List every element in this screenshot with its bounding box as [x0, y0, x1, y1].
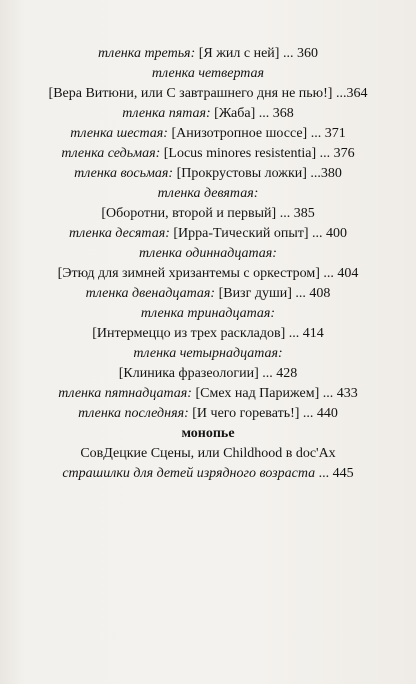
toc-entry: [0, 164, 416, 184]
toc-entry: [0, 144, 416, 164]
toc-entry-title: [Оборотни, второй и первый]: [101, 206, 277, 221]
toc-entry-title: [Ирра-Тический опыт]: [173, 226, 309, 241]
section-subtitle-line: [0, 464, 416, 484]
toc-entry-page: ... 440: [302, 406, 338, 421]
toc-entry-label: тленка тринадцатая:: [140, 306, 276, 321]
toc-entry: [0, 184, 416, 204]
toc-entry-title: [Визг души]: [218, 286, 292, 301]
toc-entry: [0, 344, 416, 364]
toc-entry: [0, 44, 416, 64]
toc-entry-label: тленка восьмая:: [74, 166, 174, 181]
toc-entry-title: [Прокрустовы ложки]: [176, 166, 307, 181]
toc-entry-page: ... 385: [279, 206, 315, 221]
toc-entry: [0, 404, 416, 424]
toc-entry-title: [Жаба]: [214, 106, 256, 121]
toc-entry-title: [Вера Витюни, или С завтрашнего дня не пью!]: [48, 86, 333, 101]
toc-entry-page: ... 433: [322, 386, 358, 401]
toc-entry-label: тленка пятнадцатая:: [58, 386, 192, 401]
toc-entry-title: [Смех над Парижем]: [195, 386, 320, 401]
toc-entry: [0, 264, 416, 284]
table-of-contents: [0, 44, 416, 424]
section-heading: монопье: [181, 426, 235, 441]
section-subtitle: страшилки для детей изрядного возраста: [62, 466, 316, 481]
toc-entry-label: тленка третья:: [98, 46, 196, 61]
section-title: СовДецкие Сцены, или Childhood в doc'Ax: [80, 446, 336, 461]
toc-entry-title: [Locus minores resistentia]: [163, 146, 317, 161]
toc-entry: [0, 384, 416, 404]
toc-entry: [0, 244, 416, 264]
toc-entry: [0, 284, 416, 304]
toc-entry-page: ...380: [310, 166, 342, 181]
toc-entry-page: ... 414: [288, 326, 324, 341]
toc-entry-page: ... 408: [295, 286, 331, 301]
toc-entry-label: тленка двенадцатая:: [85, 286, 216, 301]
toc-entry: [0, 304, 416, 324]
toc-entry-title: [Анизотропное шоссе]: [171, 126, 308, 141]
toc-entry-label: тленка седьмая:: [61, 146, 161, 161]
monologue-section: [0, 424, 416, 484]
toc-entry-title: [И чего горевать!]: [192, 406, 300, 421]
toc-entry-label: тленка пятая:: [122, 106, 211, 121]
toc-entry-page: ... 368: [258, 106, 294, 121]
toc-entry-label: тленка четырнадцатая:: [133, 346, 283, 361]
toc-entry-page: ...364: [335, 86, 368, 101]
toc-entry-label: тленка девятая:: [157, 186, 259, 201]
toc-entry: [0, 324, 416, 344]
toc-entry: [0, 64, 416, 84]
toc-entry: [0, 364, 416, 384]
toc-entry-label: тленка десятая:: [68, 226, 170, 241]
toc-entry: [0, 84, 416, 104]
toc-entry-page: ... 400: [312, 226, 348, 241]
section-page: ... 445: [318, 466, 354, 481]
toc-entry-title: [Этюд для зимней хризантемы с оркестром]: [57, 266, 320, 281]
toc-entry-page: ... 428: [262, 366, 298, 381]
toc-entry: [0, 224, 416, 244]
toc-entry-title: [Клиника фразеологии]: [118, 366, 259, 381]
toc-entry: [0, 204, 416, 224]
toc-entry-page: ... 376: [319, 146, 355, 161]
toc-entry-label: тленка последняя:: [78, 406, 189, 421]
toc-entry-page: ... 360: [282, 46, 318, 61]
toc-entry-page: ... 371: [310, 126, 346, 141]
toc-entry-page: ... 404: [323, 266, 359, 281]
toc-entry-label: тленка четвертая: [151, 66, 265, 81]
toc-entry: [0, 124, 416, 144]
toc-entry-title: [Я жил с ней]: [198, 46, 280, 61]
toc-entry-title: [Интермеццо из трех раскладов]: [92, 326, 286, 341]
toc-entry-label: тленка шестая:: [70, 126, 168, 141]
toc-entry-label: тленка одиннадцатая:: [139, 246, 277, 261]
toc-entry: [0, 104, 416, 124]
